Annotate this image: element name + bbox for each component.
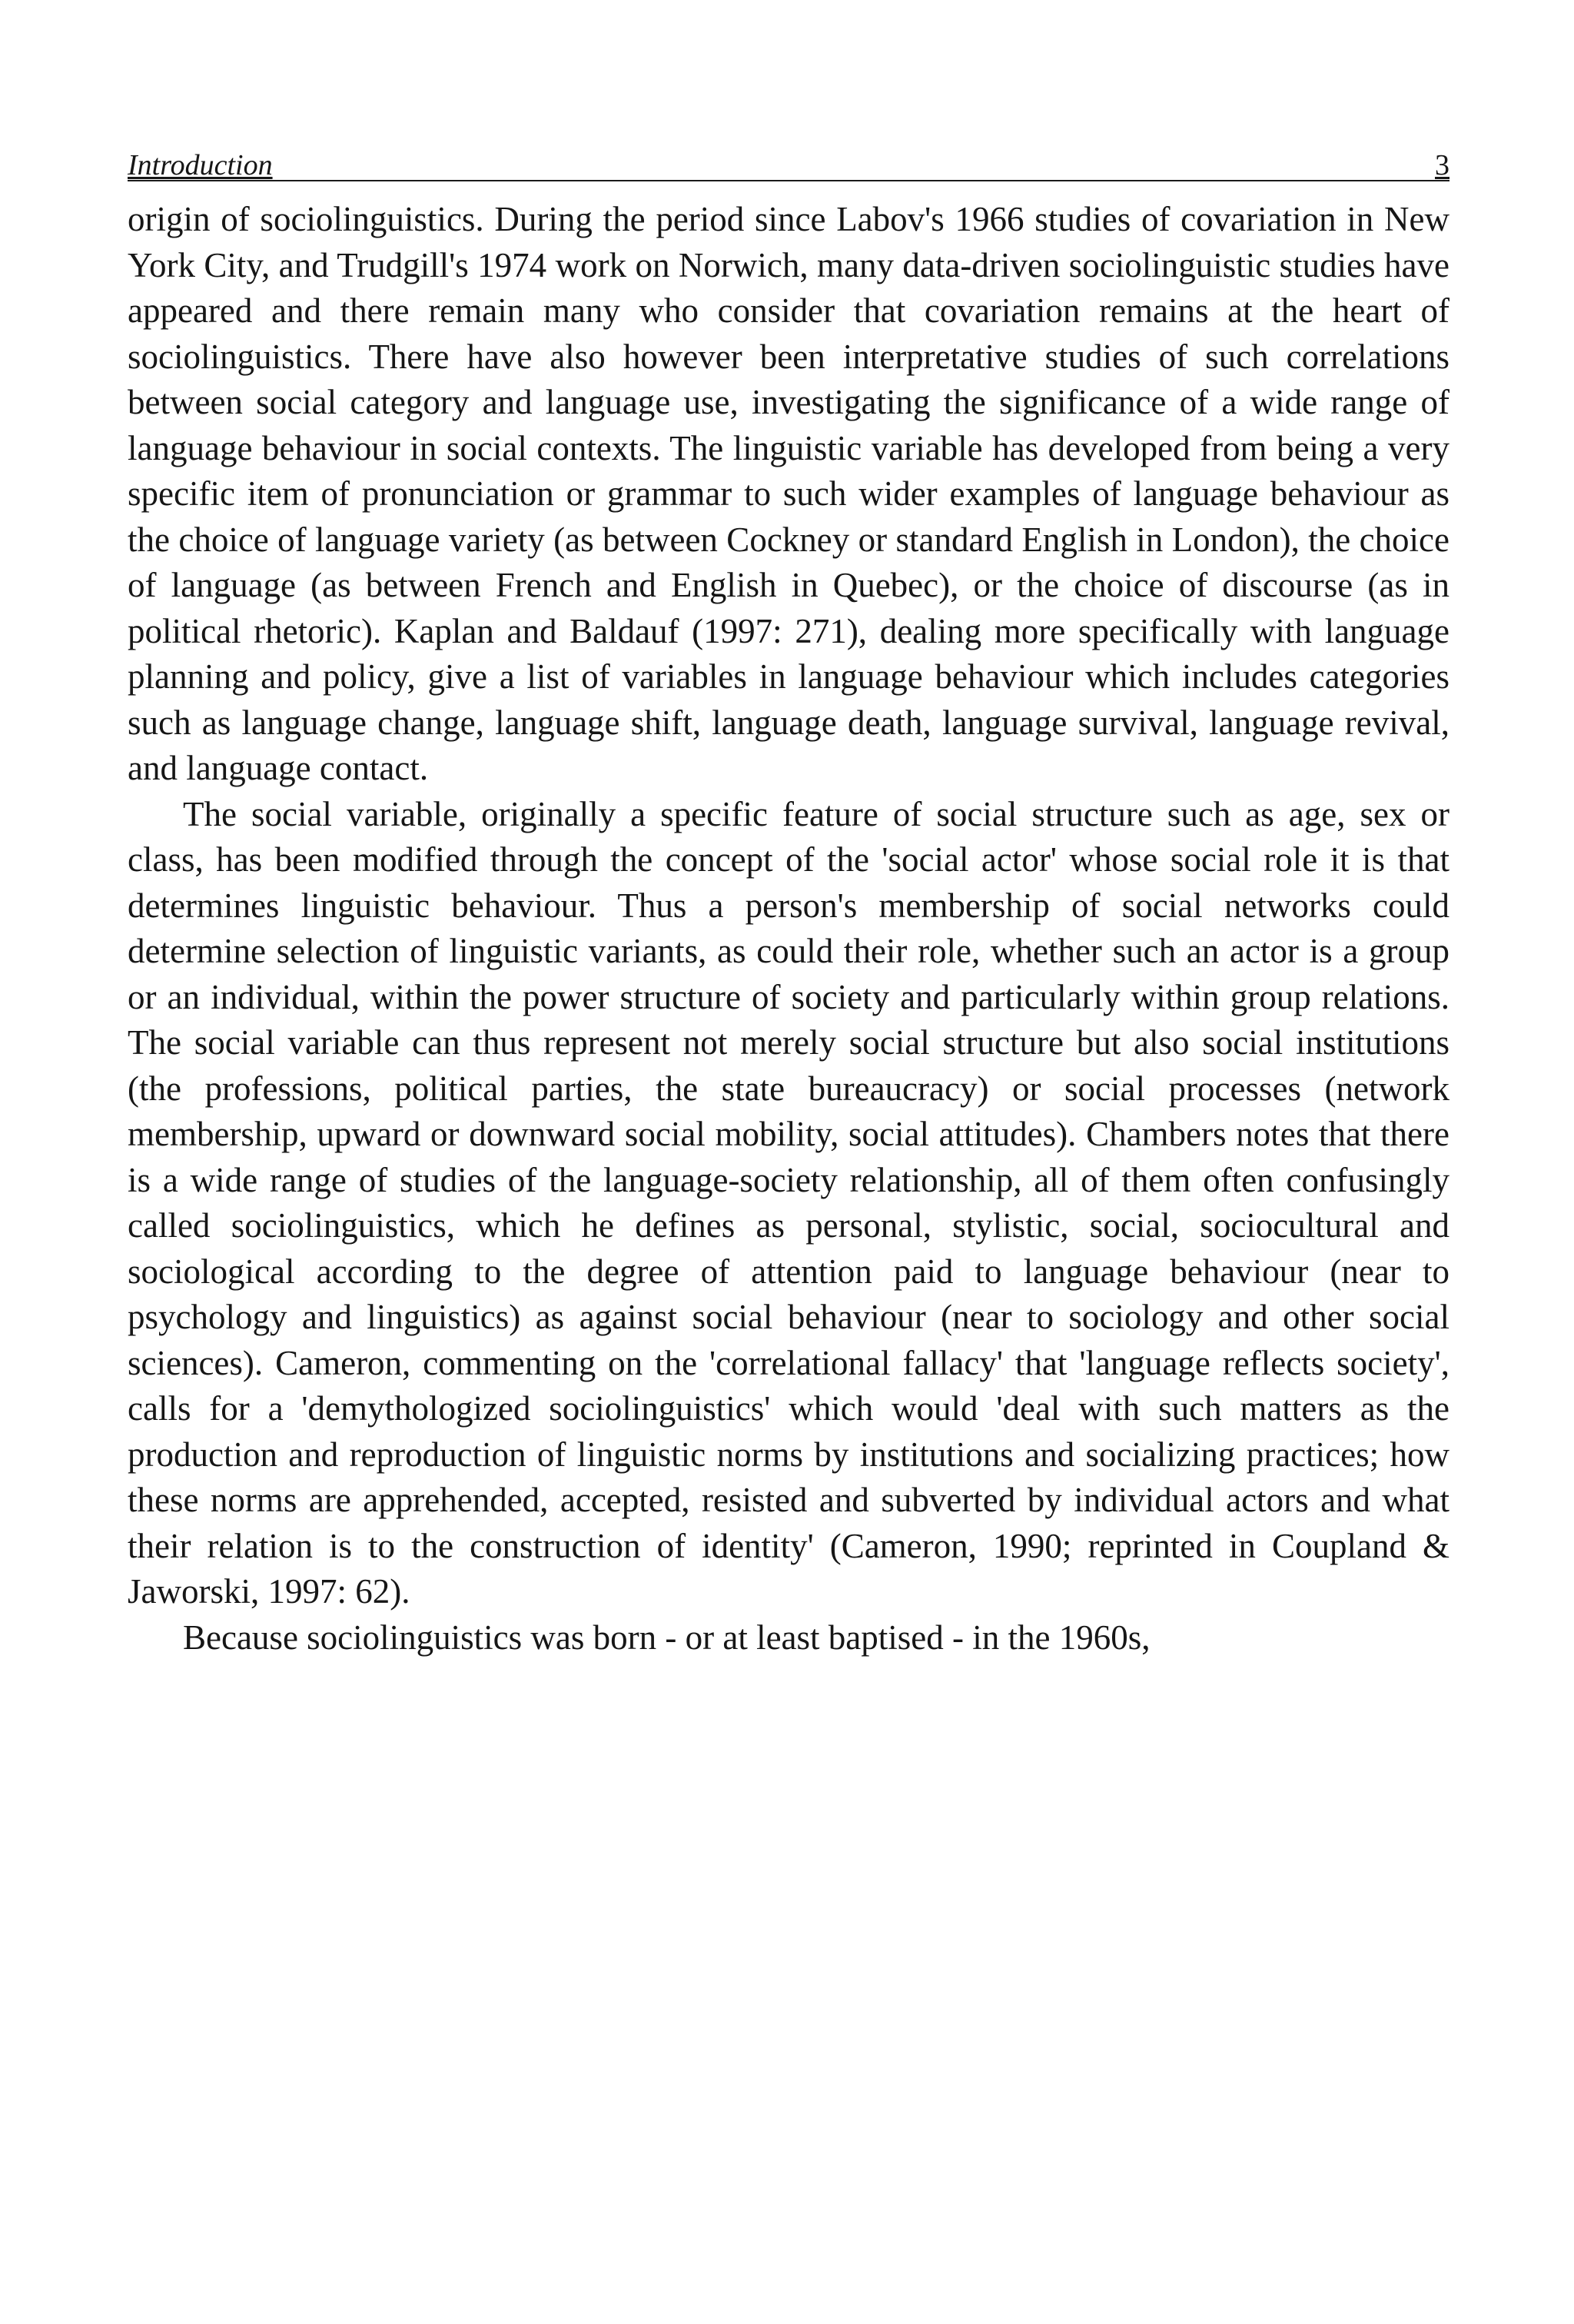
book-page bbox=[128, 115, 1449, 1661]
paragraph-sociolinguistics-1960s: Because sociolinguistics was born - or at least baptised - in the 1960s, bbox=[183, 1617, 1151, 1657]
body-text bbox=[128, 197, 1449, 1661]
paragraph-continuation: origin of sociolinguistics. During the period since Labov's 1966 studies of covariation in New York City, and Trudgill's 1974 work on Norwich, many data-driven sociolinguistic studies have appeared and there remain many who consider that covariation remains at the heart of sociolinguistics. There have also however been interpretative studies of such correlations between social category and language use, investigating the significance of a wide range of language behaviour in social contexts. The linguistic variable has developed from being a very specific item of pronunciation or grammar to such wider examples of language behaviour as the choice of language variety (as between Cockney or standard English in London), the choice of language (as between French and English in Quebec), or the choice of discourse (as in political rhetoric). Kaplan and Baldauf (1997: 271), dealing more specifically with language planning and policy, give a list of variables in language behaviour which includes categories such as language change, language shift, language death, language survival, language revival, and language contact. bbox=[128, 200, 1449, 787]
running-title: Introduction bbox=[128, 149, 273, 181]
running-header bbox=[128, 115, 1449, 181]
page-number: 3 bbox=[1435, 149, 1449, 181]
paragraph-social-variable: The social variable, originally a specific feature of social structure such as age, sex or class, has been modified through the concept of the 'social actor' whose social role it is that determines linguistic behaviour. Thus a person's membership of social networks could determine selection of linguistic variants, as could their role, whether such an actor is a group or an individual, within the power structure of society and particularly within group relations. The social variable can thus represent not merely social structure but also social institutions (the professions, political parties, the state bureaucracy) or social processes (network membership, upward or downward social mobility, social attitudes). Chambers notes that there is a wide range of studies of the language-society relationship, all of them often confusingly called sociolinguistics, which he defines as personal, stylistic, social, sociocultural and sociological according to the degree of attention paid to language behaviour (near to psychology and linguistics) as against social behaviour (near to sociology and other social sciences). Cameron, commenting on the 'correlational fallacy' that 'language reflects society', calls for a 'demythologized sociolinguistics' which would 'deal with such matters as the production and reproduction of linguistic norms by institutions and socializing practices; how these norms are apprehended, accepted, resisted and subverted by individual actors and what their relation is to the construction of identity' (Cameron, 1990; reprinted in Coupland & Jaworski, 1997: 62). bbox=[128, 794, 1449, 1611]
